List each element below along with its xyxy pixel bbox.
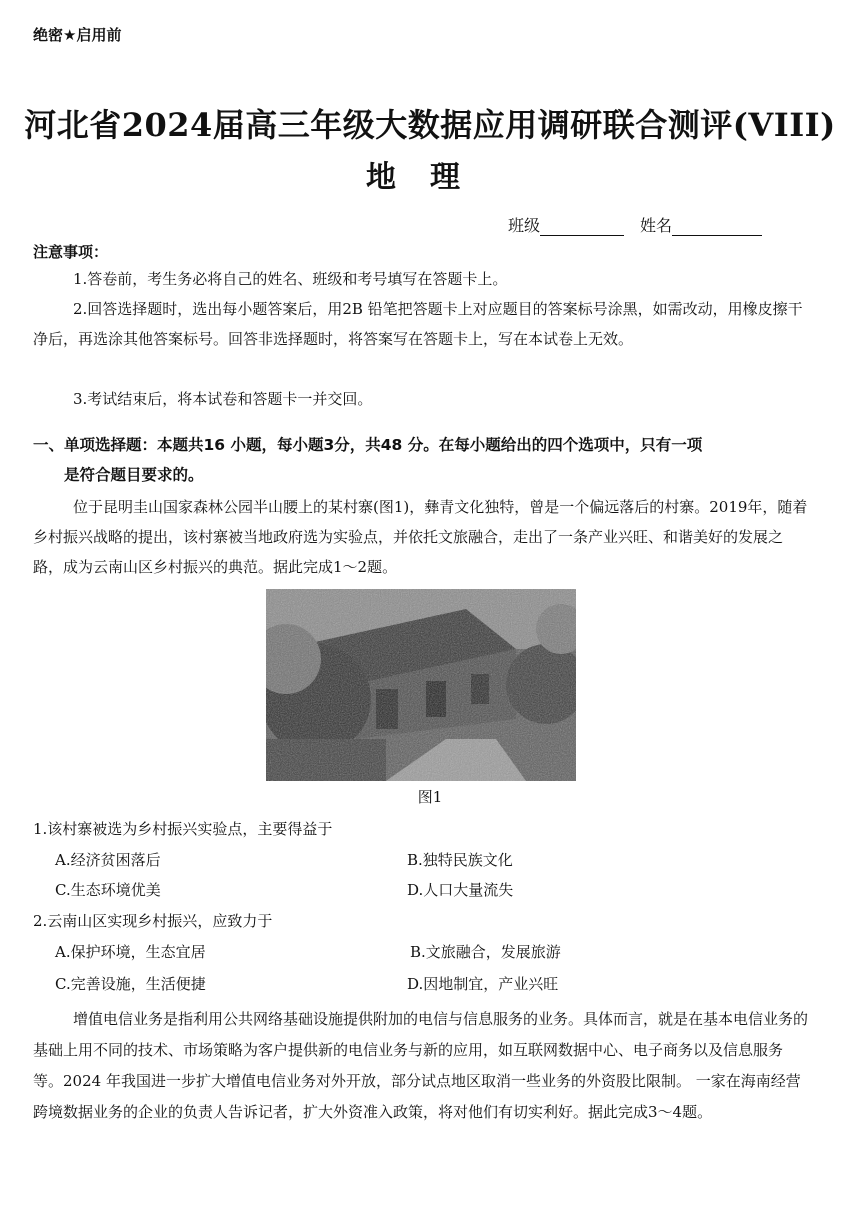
name-label: 姓名 <box>640 216 673 235</box>
question-1-option-b: B.独特民族文化 <box>407 851 513 869</box>
question-2-option-a: A.保护环境，生态宜居 <box>55 943 206 961</box>
class-blank[interactable] <box>540 219 624 236</box>
subject-title <box>0 152 860 196</box>
notice-item-2: 2.回答选择题时，选出每小题答案后，用2B 铅笔把答题卡上对应题目的答案标号涂黑，如需改动，用橡皮擦干净后，再选涂其他答案标号。回答非选择题时，将答案写在答题卡上，写在本试卷上无效。 <box>33 300 803 348</box>
exam-title: 河北省2024届高三年级大数据应用调研联合测评(VIII) <box>24 106 836 144</box>
class-label: 班级 <box>508 216 541 235</box>
village-photo <box>266 589 576 781</box>
secret-label: 绝密★启用前 <box>33 26 122 44</box>
question-1-option-d: D.人口大量流失 <box>407 881 514 899</box>
passage-1: 位于昆明圭山国家森林公园半山腰上的某村寨(图1)，彝青文化独特，曾是一个偏远落后的村寨。2019年，随着乡村振兴战略的提出，该村寨被当地政府选为实验点，并依托文旅融合，走出了一条产业兴旺、和谐美好的发展之路，成为云南山区乡村振兴的典范。据此完成1～2题。 <box>33 498 808 576</box>
section-heading <box>33 430 813 490</box>
question-2-option-d: D.因地制宜，产业兴旺 <box>407 975 559 993</box>
notice-item-1: 1.答卷前，考生务必将自己的姓名、班级和考号填写在答题卡上。 <box>73 270 508 288</box>
subject-text: 地理 <box>366 160 494 195</box>
question-2-stem: 2.云南山区实现乡村振兴，应致力于 <box>33 912 273 930</box>
student-info-line <box>508 213 762 236</box>
question-1-option-c: C.生态环境优美 <box>55 881 161 899</box>
notice-heading: 注意事项： <box>33 243 109 261</box>
question-1-stem: 1.该村寨被选为乡村振兴实验点，主要得益于 <box>33 820 333 838</box>
section-heading-line2: 是符合题目要求的。 <box>64 466 204 484</box>
figure-caption: 图1 <box>417 788 443 806</box>
question-2-option-b: B.文旅融合，发展旅游 <box>410 943 561 961</box>
name-blank[interactable] <box>672 219 762 236</box>
passage-2: 增值电信业务是指利用公共网络基础设施提供附加的电信与信息服务的业务。具体而言，就是在基本电信业务的基础上用不同的技术、市场策略为客户提供新的电信业务与新的应用，如互联网数据中心、电子商务以及信息服务等。2024 年我国进一步扩大增值电信业务对外开放，部分试点地区取消一些业务的外资股比限制。 一家在海南经营跨境数据业务的企业的负责人告诉记者，扩大外资准入政策，将对他们有切实利好。据此完成3～4题。 <box>33 1010 809 1121</box>
section-heading-line1: 一、单项选择题：本题共16 小题，每小题3分，共48 分。在每小题给出的四个选项中，只有一项 <box>33 436 703 454</box>
notice-item-3: 3.考试结束后，将本试卷和答题卡一并交回。 <box>73 390 373 408</box>
question-2-option-c: C.完善设施，生活便捷 <box>55 975 206 993</box>
question-1-option-a: A.经济贫困落后 <box>55 851 161 869</box>
